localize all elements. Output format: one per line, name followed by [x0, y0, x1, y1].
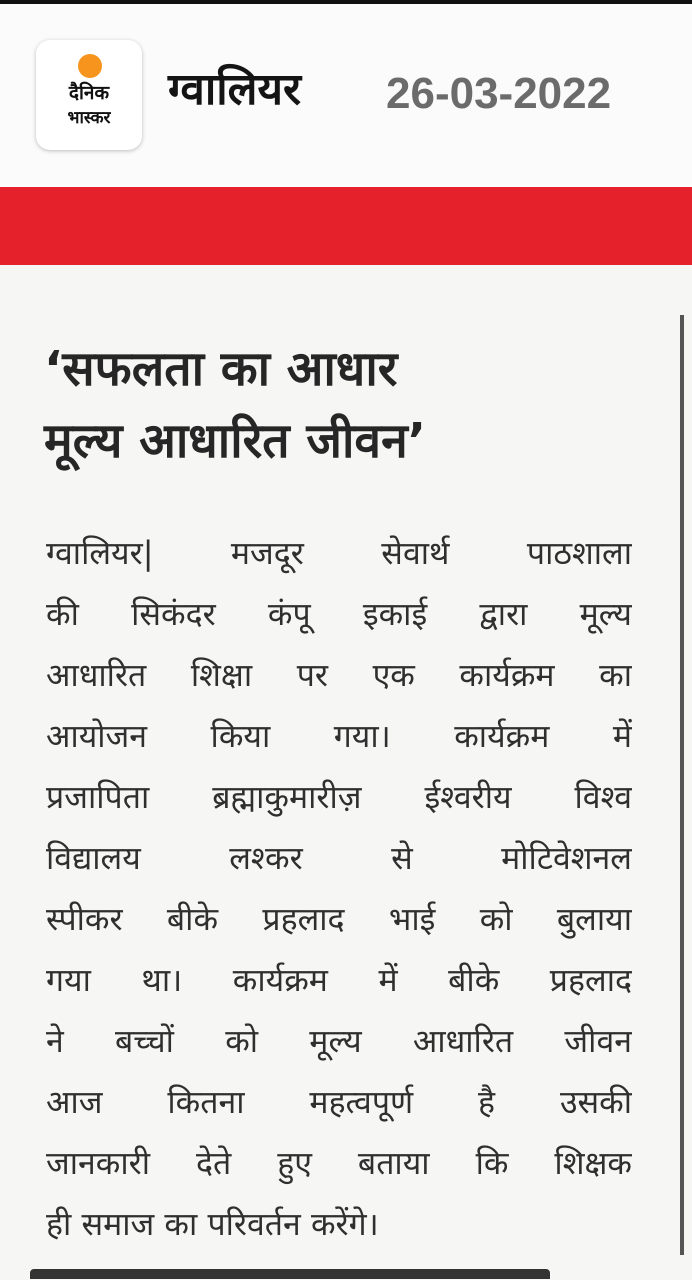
article-headline: [44, 333, 664, 477]
header: [0, 4, 692, 184]
body-line: ग्वालियर| मजदूर सेवार्थ पाठशाला: [46, 534, 632, 572]
body-line: आज कितना महत्वपूर्ण है उसकी: [46, 1083, 632, 1121]
body-line: गया था। कार्यक्रम में बीके प्रहलाद: [46, 961, 632, 999]
body-line: आयोजन किया गया। कार्यक्रम में: [46, 717, 632, 755]
body-line: स्पीकर बीके प्रहलाद भाई को बुलाया: [46, 900, 632, 938]
logo-text-line2: भास्कर: [67, 108, 111, 128]
red-band: [0, 187, 692, 265]
edition-city: ग्वालियर: [168, 64, 301, 115]
headline-line: ‘सफलता का आधार: [44, 341, 398, 397]
body-line: प्रजापिता ब्रह्माकुमारीज़ ईश्वरीय विश्व: [46, 778, 632, 816]
news-clipping: [0, 265, 692, 1280]
body-line: आधारित शिक्षा पर एक कार्यक्रम का: [46, 656, 632, 694]
body-line: ने बच्चों को मूल्य आधारित जीवन: [46, 1022, 632, 1060]
body-line: जानकारी देते हुए बताया कि शिक्षक: [46, 1144, 632, 1182]
column-rule: [680, 315, 684, 1255]
edition-date: 26-03-2022: [386, 69, 612, 118]
article-body: [46, 523, 632, 1255]
sun-icon: [78, 54, 102, 78]
dainik-bhaskar-logo: [36, 40, 142, 150]
body-line: ही समाज का परिवर्तन करेंगे।: [46, 1205, 379, 1243]
next-story-cutoff: [30, 1255, 670, 1280]
body-line: विद्यालय लश्कर से मोटिवेशनल: [46, 839, 632, 877]
logo-text-line1: दैनिक: [68, 82, 110, 104]
headline-line: मूल्य आधारित जीवन’: [44, 413, 426, 469]
body-line: की सिकंदर कंपू इकाई द्वारा मूल्य: [46, 595, 632, 633]
